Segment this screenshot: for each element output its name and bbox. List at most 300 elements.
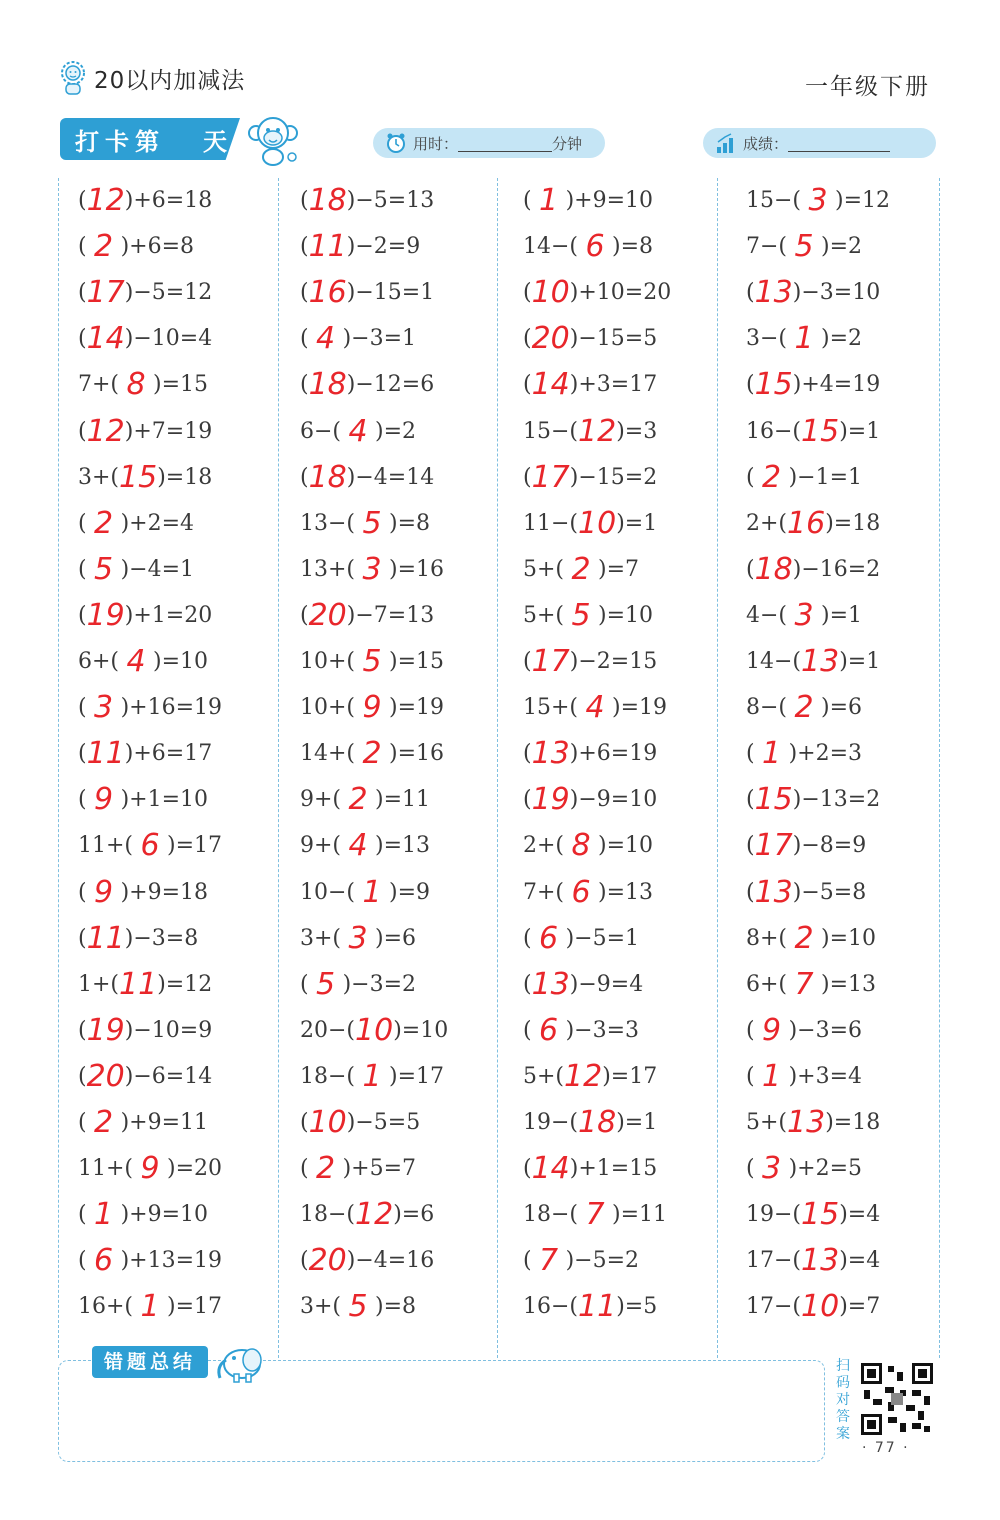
handwritten-answer[interactable]: 12 [86, 413, 125, 449]
equation-suffix: )−15=1 [346, 280, 435, 306]
handwritten-answer[interactable]: 6 [571, 874, 591, 910]
equation-prefix: ( [78, 925, 87, 951]
handwritten-answer[interactable]: 2 [94, 229, 114, 265]
equation-prefix: 20−( [300, 1017, 356, 1043]
equation-item [746, 409, 880, 455]
handwritten-answer[interactable]: 3 [762, 1151, 782, 1187]
handwritten-answer[interactable]: 11 [578, 1289, 617, 1325]
handwritten-answer[interactable]: 5 [794, 229, 814, 265]
equation-suffix: )−3=6 [788, 1017, 863, 1043]
equation-item [523, 1008, 639, 1054]
equation-item [78, 1238, 222, 1284]
score-blank[interactable] [788, 135, 890, 152]
equation-suffix: )−4=1 [120, 556, 195, 582]
equation-suffix: )+6=17 [124, 741, 213, 767]
equation-prefix: ( [523, 464, 532, 490]
equation-suffix: )=12 [835, 188, 891, 213]
handwritten-answer[interactable]: 2 [94, 1105, 114, 1140]
handwritten-answer[interactable]: 3 [348, 920, 368, 956]
equation-suffix: )=15 [153, 372, 209, 398]
equation-item [523, 870, 653, 916]
elephant-icon [212, 1340, 268, 1384]
equation-suffix: )−15=2 [569, 464, 658, 490]
handwritten-answer[interactable]: 1 [762, 1058, 782, 1094]
equation-item [78, 870, 208, 916]
handwritten-answer[interactable]: 11 [308, 229, 347, 265]
equation-prefix: ( [78, 1063, 87, 1089]
handwritten-answer[interactable]: 18 [308, 183, 347, 218]
equation-item [523, 962, 643, 1008]
equation-suffix: )=10 [598, 602, 654, 628]
equation-suffix: )+1=20 [124, 602, 213, 628]
equation-prefix: 3+( [78, 464, 120, 490]
handwritten-answer[interactable]: 4 [585, 690, 605, 726]
equation-prefix: ( [300, 326, 309, 352]
handwritten-answer[interactable]: 1 [762, 736, 782, 772]
equation-item [746, 777, 880, 823]
equation-prefix: ( [78, 1017, 87, 1043]
equation-item [300, 1192, 434, 1238]
equation-suffix: )−10=4 [124, 326, 213, 352]
equation-suffix: )−5=8 [792, 879, 867, 905]
equation-prefix: 16+( [78, 1294, 134, 1320]
handwritten-answer[interactable]: 11 [86, 736, 125, 772]
equation-suffix: )=13 [598, 879, 654, 905]
handwritten-answer[interactable]: 13 [801, 644, 840, 679]
equation-prefix: 19−( [746, 1202, 802, 1228]
equation-suffix: )−5=1 [565, 925, 640, 951]
equation-item [300, 1008, 448, 1054]
equation-suffix: )=13 [821, 971, 877, 997]
lion-icon [58, 60, 88, 96]
equation-item [523, 1054, 657, 1100]
handwritten-answer[interactable]: 2 [348, 782, 368, 818]
handwritten-answer[interactable]: 13 [787, 1105, 826, 1140]
equation-suffix: )+10=20 [569, 280, 672, 306]
handwritten-answer[interactable]: 3 [362, 551, 382, 587]
equation-item [300, 685, 444, 731]
equation-suffix: )+2=4 [120, 510, 195, 536]
equation-item [300, 224, 420, 270]
equation-suffix: )=11 [612, 1202, 668, 1228]
handwritten-answer[interactable]: 12 [564, 1058, 603, 1094]
handwritten-answer[interactable]: 5 [348, 1289, 368, 1325]
time-blank[interactable] [458, 135, 552, 152]
equation-item [523, 731, 657, 777]
handwritten-answer[interactable]: 18 [754, 551, 793, 587]
equation-item [746, 316, 862, 362]
handwritten-answer[interactable]: 2 [362, 736, 382, 772]
handwritten-answer[interactable]: 1 [362, 874, 382, 910]
equation-item [523, 501, 657, 547]
equation-item [78, 455, 212, 501]
equation-prefix: ( [523, 188, 532, 213]
equation-prefix: 15−( [746, 188, 802, 213]
equation-item [300, 547, 444, 593]
equation-prefix: 13+( [300, 556, 356, 582]
equation-item [78, 316, 212, 362]
equation-prefix: ( [746, 464, 755, 490]
equation-prefix: 14−( [523, 234, 579, 260]
equation-suffix: )−10=9 [124, 1017, 213, 1043]
equation-prefix: 10+( [300, 649, 356, 674]
equation-suffix: )=18 [157, 464, 213, 490]
handwritten-answer[interactable]: 2 [762, 459, 782, 495]
equation-prefix: ( [746, 741, 755, 767]
equation-suffix: )=5 [616, 1294, 658, 1320]
equation-suffix: )−3=1 [342, 326, 417, 352]
handwritten-answer[interactable]: 20 [308, 1243, 347, 1279]
handwritten-answer[interactable]: 17 [531, 644, 570, 679]
equation-suffix: )=8 [375, 1294, 417, 1320]
equation-item [523, 547, 639, 593]
qr-code-icon[interactable] [858, 1360, 936, 1438]
handwritten-answer[interactable]: 3 [794, 597, 814, 633]
score-label: 成绩： [743, 134, 789, 153]
equation-prefix: ( [523, 372, 532, 398]
equation-suffix: )=1 [839, 418, 881, 444]
header [58, 58, 245, 98]
equation-item [746, 547, 880, 593]
equation-suffix: )=11 [375, 787, 431, 813]
handwritten-answer[interactable]: 14 [531, 367, 570, 403]
equation-suffix: )=10 [393, 1017, 449, 1043]
handwritten-answer[interactable]: 7 [539, 1243, 559, 1279]
equation-suffix: )=1 [821, 602, 863, 628]
equation-item [78, 1192, 208, 1238]
equation-prefix: ( [300, 188, 309, 213]
equation-item [300, 1238, 434, 1284]
equation-item [300, 455, 434, 501]
handwritten-answer[interactable]: 16 [308, 275, 347, 311]
equation-suffix: )−8=9 [792, 833, 867, 859]
equation-prefix: ( [78, 510, 87, 536]
handwritten-answer[interactable]: 6 [140, 828, 160, 864]
equation-suffix: )=10 [153, 649, 209, 674]
handwritten-answer[interactable]: 9 [94, 874, 114, 910]
equation-suffix: )−1=1 [788, 464, 863, 490]
monkey-icon [246, 113, 302, 167]
equation-prefix: ( [78, 188, 87, 213]
equation-item [523, 1146, 657, 1192]
equation-item [746, 362, 880, 408]
equation-suffix: )=2 [821, 326, 863, 352]
handwritten-answer[interactable]: 19 [531, 782, 570, 818]
handwritten-answer[interactable]: 15 [754, 367, 793, 403]
handwritten-answer[interactable]: 5 [316, 966, 336, 1002]
handwritten-answer[interactable]: 9 [362, 690, 382, 726]
equation-suffix: )−2=15 [569, 649, 658, 674]
handwritten-answer[interactable]: 5 [571, 597, 591, 633]
equation-prefix: 15+( [523, 695, 579, 721]
equation-suffix: )=13 [375, 833, 431, 859]
equation-suffix: )−6=14 [124, 1063, 213, 1089]
equation-item [78, 639, 208, 685]
equation-suffix: )+1=15 [569, 1156, 658, 1182]
handwritten-answer[interactable]: 5 [362, 505, 382, 541]
handwritten-answer[interactable]: 15 [754, 782, 793, 818]
equation-item [300, 870, 430, 916]
equation-suffix: )−7=13 [346, 602, 435, 628]
equation-prefix: ( [300, 464, 309, 490]
equation-prefix: ( [746, 1063, 755, 1089]
equation-prefix: ( [78, 1202, 87, 1228]
handwritten-answer[interactable]: 12 [578, 413, 617, 449]
handwritten-answer[interactable]: 9 [94, 782, 114, 818]
handwritten-answer[interactable]: 1 [140, 1289, 160, 1325]
equation-suffix: )+3=17 [569, 372, 658, 398]
equation-suffix: )+6=18 [124, 188, 213, 213]
equation-suffix: )−3=8 [124, 925, 199, 951]
equation-suffix: )=17 [167, 833, 223, 859]
equation-prefix: ( [746, 1017, 755, 1043]
equation-suffix: )=2 [821, 234, 863, 260]
handwritten-answer[interactable]: 13 [754, 275, 793, 311]
equation-suffix: )−5=2 [565, 1248, 640, 1274]
equation-item [78, 224, 194, 270]
equation-prefix: ( [523, 1248, 532, 1274]
handwritten-answer[interactable]: 13 [754, 874, 793, 910]
handwritten-answer[interactable]: 11 [119, 966, 158, 1002]
equation-suffix: )−5=12 [124, 280, 213, 306]
handwritten-answer[interactable]: 20 [531, 321, 570, 357]
handwritten-answer[interactable]: 10 [355, 1012, 394, 1048]
equation-prefix: ( [746, 833, 755, 859]
equation-prefix: 5+( [746, 1110, 788, 1135]
handwritten-answer[interactable]: 15 [801, 1197, 840, 1233]
chart-steps-icon [715, 132, 737, 154]
equation-prefix: 15−( [523, 418, 579, 444]
handwritten-answer[interactable]: 19 [86, 597, 125, 633]
handwritten-answer[interactable]: 10 [578, 505, 617, 541]
handwritten-answer[interactable]: 13 [801, 1243, 840, 1279]
handwritten-answer[interactable]: 13 [531, 966, 570, 1002]
equation-suffix: )+13=19 [120, 1248, 223, 1274]
equation-item [300, 1284, 416, 1330]
equation-prefix: ( [523, 925, 532, 951]
equation-item [300, 916, 416, 962]
handwritten-answer[interactable]: 20 [308, 597, 347, 633]
handwritten-answer[interactable]: 9 [762, 1012, 782, 1048]
handwritten-answer[interactable]: 8 [126, 367, 146, 403]
equation-prefix: ( [300, 372, 309, 398]
handwritten-answer[interactable]: 10 [531, 275, 570, 311]
handwritten-answer[interactable]: 8 [571, 828, 591, 864]
handwritten-answer[interactable]: 1 [794, 321, 814, 357]
handwritten-answer[interactable]: 1 [539, 183, 559, 218]
handwritten-answer[interactable]: 12 [355, 1197, 394, 1233]
handwritten-answer[interactable]: 3 [808, 183, 828, 218]
equation-prefix: 1+( [78, 971, 120, 997]
handwritten-answer[interactable]: 2 [794, 690, 814, 726]
equation-suffix: )=15 [389, 649, 445, 674]
equation-prefix: ( [523, 741, 532, 767]
equation-prefix: ( [300, 971, 309, 997]
equation-prefix: ( [523, 326, 532, 352]
time-field[interactable] [373, 128, 605, 158]
equation-suffix: )=10 [821, 925, 877, 951]
equation-suffix: )−2=9 [346, 234, 421, 260]
equation-item [523, 409, 657, 455]
equation-prefix: ( [78, 879, 87, 905]
handwritten-answer[interactable]: 12 [86, 183, 125, 218]
equation-item [78, 1008, 212, 1054]
equation-item [523, 224, 653, 270]
equation-item [300, 639, 444, 685]
handwritten-answer[interactable]: 16 [787, 505, 826, 541]
equation-suffix: )+6=8 [120, 234, 195, 260]
equation-item [523, 593, 653, 639]
equation-item [300, 1100, 420, 1146]
handwritten-answer[interactable]: 3 [94, 690, 114, 726]
handwritten-answer[interactable]: 6 [539, 920, 559, 956]
handwritten-answer[interactable]: 15 [119, 459, 158, 495]
handwritten-answer[interactable]: 4 [126, 644, 146, 679]
equation-prefix: ( [300, 1110, 309, 1135]
equation-item [78, 547, 194, 593]
equation-suffix: )+3=4 [788, 1063, 863, 1089]
equation-suffix: )−9=10 [569, 787, 658, 813]
equation-suffix: )+5=7 [342, 1156, 417, 1182]
equation-item [78, 823, 222, 869]
equation-item [746, 1100, 880, 1146]
handwritten-answer[interactable]: 2 [94, 505, 114, 541]
handwritten-answer[interactable]: 17 [531, 459, 570, 495]
equation-prefix: ( [300, 1248, 309, 1274]
handwritten-answer[interactable]: 18 [308, 459, 347, 495]
equation-prefix: 17−( [746, 1294, 802, 1320]
handwritten-answer[interactable]: 13 [531, 736, 570, 772]
equation-prefix: ( [746, 879, 755, 905]
equation-suffix: )=1 [839, 649, 881, 674]
equation-suffix: )=8 [612, 234, 654, 260]
equation-suffix: )−3=10 [792, 280, 881, 306]
handwritten-answer[interactable]: 7 [585, 1197, 605, 1233]
equation-item [78, 962, 212, 1008]
equation-item [300, 409, 416, 455]
score-field[interactable] [703, 128, 936, 158]
equation-prefix: 8+( [746, 925, 788, 951]
equation-suffix: )=10 [598, 833, 654, 859]
time-label: 用时： [413, 134, 459, 153]
equation-prefix: ( [300, 602, 309, 628]
handwritten-answer[interactable]: 15 [801, 413, 840, 449]
equation-prefix: ( [746, 280, 755, 306]
handwritten-answer[interactable]: 4 [316, 321, 336, 357]
equation-suffix: )=20 [167, 1156, 223, 1182]
handwritten-answer[interactable]: 1 [362, 1058, 382, 1094]
handwritten-answer[interactable]: 5 [94, 551, 114, 587]
equation-item [746, 178, 890, 224]
equation-item [78, 685, 222, 731]
handwritten-answer[interactable]: 1 [94, 1197, 114, 1233]
equation-item [523, 270, 671, 316]
equation-suffix: )+4=19 [792, 372, 881, 398]
handwritten-answer[interactable]: 2 [794, 920, 814, 956]
equation-suffix: )=19 [612, 695, 668, 721]
equation-prefix: ( [523, 280, 532, 306]
handwritten-answer[interactable]: 5 [362, 644, 382, 679]
equation-prefix: ( [300, 234, 309, 260]
equation-suffix: )−5=5 [346, 1110, 421, 1135]
handwritten-answer[interactable]: 4 [348, 413, 368, 449]
equation-prefix: ( [78, 280, 87, 306]
equation-prefix: ( [300, 1156, 309, 1182]
handwritten-answer[interactable]: 18 [308, 367, 347, 403]
handwritten-answer[interactable]: 17 [86, 275, 125, 311]
handwritten-answer[interactable]: 6 [539, 1012, 559, 1048]
alarm-clock-icon [385, 132, 407, 154]
handwritten-answer[interactable]: 2 [571, 551, 591, 587]
handwritten-answer[interactable]: 6 [94, 1243, 114, 1279]
equation-prefix: ( [746, 556, 755, 582]
equation-prefix: 4−( [746, 602, 788, 628]
equation-item [746, 270, 880, 316]
equation-item [78, 1284, 222, 1330]
handwritten-answer[interactable]: 2 [316, 1151, 336, 1187]
equation-suffix: )+9=10 [120, 1202, 209, 1228]
handwritten-answer[interactable]: 17 [754, 828, 793, 864]
handwritten-answer[interactable]: 14 [531, 1151, 570, 1187]
equation-item [746, 639, 880, 685]
equation-item [746, 1238, 880, 1284]
checkin-label: 打卡第 [75, 128, 165, 156]
equation-prefix: 13−( [300, 510, 356, 536]
equation-prefix: 7+( [78, 372, 120, 398]
equation-prefix: 6+( [78, 649, 120, 674]
handwritten-answer[interactable]: 20 [86, 1058, 125, 1094]
handwritten-answer[interactable]: 18 [578, 1105, 617, 1140]
equation-prefix: 3+( [300, 1294, 342, 1320]
equation-prefix: ( [78, 602, 87, 628]
equation-item [746, 870, 866, 916]
equation-suffix: )+7=19 [124, 418, 213, 444]
equation-item [78, 362, 208, 408]
equation-prefix: ( [746, 787, 755, 813]
equation-item [78, 731, 212, 777]
equation-item [746, 823, 866, 869]
equation-prefix: 18−( [300, 1063, 356, 1089]
equation-prefix: 10−( [300, 879, 356, 905]
handwritten-answer[interactable]: 7 [794, 966, 814, 1002]
equation-item [523, 455, 657, 501]
handwritten-answer[interactable]: 19 [86, 1012, 125, 1048]
handwritten-answer[interactable]: 11 [86, 920, 125, 956]
equation-prefix: ( [523, 649, 532, 674]
handwritten-answer[interactable]: 10 [801, 1289, 840, 1325]
handwritten-answer[interactable]: 9 [140, 1151, 160, 1187]
equation-prefix: 11+( [78, 833, 134, 859]
equation-prefix: ( [523, 1017, 532, 1043]
equation-item [746, 224, 862, 270]
handwritten-answer[interactable]: 10 [308, 1105, 347, 1140]
equation-suffix: )=7 [839, 1294, 881, 1320]
handwritten-answer[interactable]: 6 [585, 229, 605, 265]
equation-prefix: 2+( [746, 510, 788, 536]
column-divider [278, 178, 279, 1358]
equation-item [523, 916, 639, 962]
equation-prefix: 3+( [300, 925, 342, 951]
equation-suffix: )=6 [821, 695, 863, 721]
equation-prefix: 6−( [300, 418, 342, 444]
equation-prefix: 3−( [746, 326, 788, 352]
handwritten-answer[interactable]: 4 [348, 828, 368, 864]
equation-prefix: ( [78, 234, 87, 260]
equation-suffix: )+9=11 [120, 1110, 209, 1135]
equation-item [78, 270, 212, 316]
equation-item [300, 1054, 444, 1100]
handwritten-answer[interactable]: 14 [86, 321, 125, 357]
